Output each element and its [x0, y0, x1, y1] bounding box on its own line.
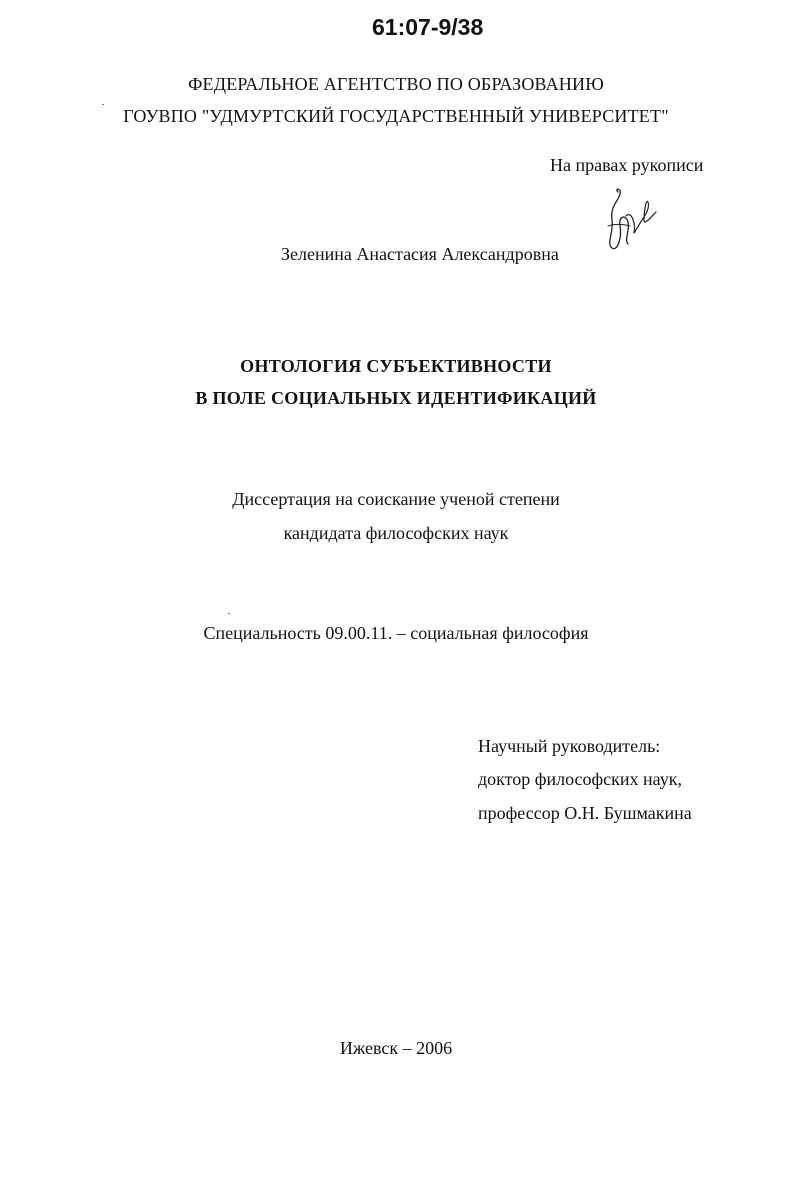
degree-line-1: Диссертация на соискание ученой степени: [232, 489, 560, 509]
catalog-code: 61:07-9/38: [372, 14, 484, 40]
scan-speck: [228, 613, 230, 614]
agency-name: ФЕДЕРАЛЬНОЕ АГЕНТСТВО ПО ОБРАЗОВАНИЮ: [188, 74, 604, 94]
advisor-name: профессор О.Н. Бушмакина: [478, 803, 692, 823]
manuscript-note: На правах рукописи: [550, 155, 704, 175]
university-name: ГОУВПО "УДМУРТСКИЙ ГОСУДАРСТВЕННЫЙ УНИВЕРСИТЕТ": [123, 106, 669, 126]
signature-icon: [600, 186, 662, 256]
specialty: Специальность 09.00.11. – социальная философия: [203, 623, 589, 643]
city-year: Ижевск – 2006: [339, 1038, 453, 1058]
title-line-1: ОНТОЛОГИЯ СУБЪЕКТИВНОСТИ: [240, 356, 552, 376]
author-name: Зеленина Анастасия Александровна: [281, 244, 559, 264]
advisor-label: Научный руководитель:: [478, 736, 661, 756]
scan-speck: [102, 104, 104, 105]
title-line-2: В ПОЛЕ СОЦИАЛЬНЫХ ИДЕНТИФИКАЦИЙ: [195, 388, 597, 408]
degree-line-2: кандидата философских наук: [283, 523, 509, 543]
advisor-degree: доктор философских наук,: [478, 769, 682, 789]
